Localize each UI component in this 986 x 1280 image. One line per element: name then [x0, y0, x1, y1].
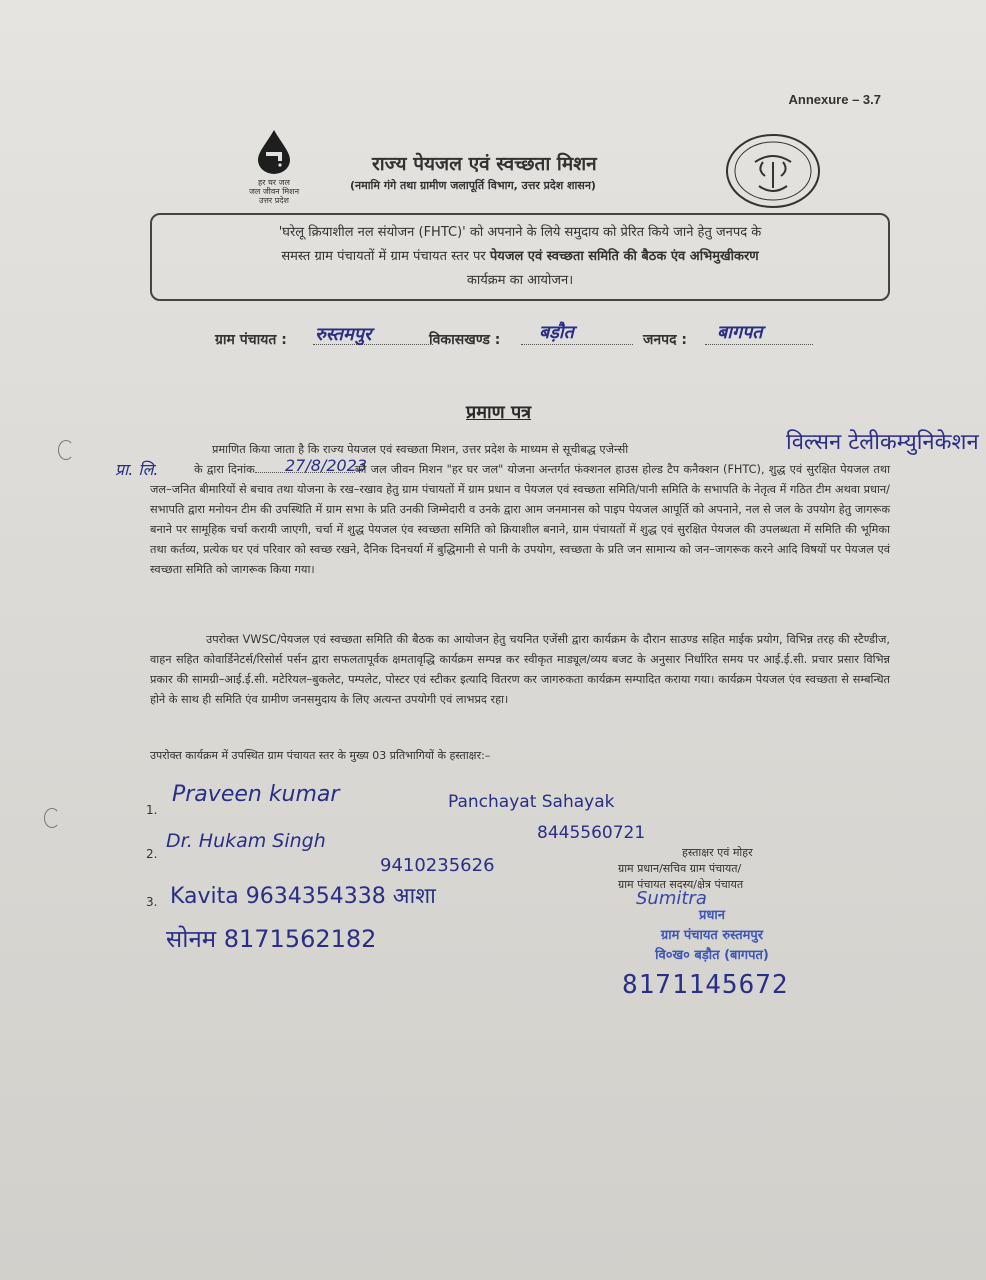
certificate-title: प्रमाण पत्र	[466, 402, 532, 423]
date-handwritten: 27/8/2023	[285, 456, 368, 475]
seal-caption: ग्राम पंचायत सदस्य/क्षेत्र पंचायत	[618, 878, 744, 891]
certificate-paragraph-2	[150, 630, 890, 710]
signatory-1-role: Panchayat Sahayak	[448, 792, 615, 812]
dotted-line	[705, 344, 813, 345]
signatory-number: 1.	[146, 803, 158, 817]
har-ghar-jal-logo	[238, 128, 310, 210]
para-text: को जल जीवन मिशन "हर घर जल" योजना अन्तर्गत फंक्शनल हाउस होल्ड टैप कनैक्शन (FHTC), शुद्ध एवं सुरक्षित पेयजल तथा जल–जनित बीमारियों से बचाव तथा योजना के रख–रखाव हेतु ग्राम पंचायतों में ग्राम प्रधान व पेयजल एवं स्वच्छता समिति/पानी समिति के सभापति के नेतृत्व में गठित टीम अथवा प्रधान/सभापति द्वारा मनोयन टीम की उपस्थिति में ग्राम सभा के प्रति उनकी जिम्मेदारी व उनके द्वारा आम जनमानस को पाइप पेयजल आपूर्ति को अपनाने, नल से जल के उपयोग हेतु जागरूक बनाने पर सामूहिक चर्चा करायी जाएगी, चर्चा में शुद्ध पेयजल एंव स्वच्छता समिति को क्रियाशील बनाने, ग्राम पंचायतों में शुद्ध एवं सुरक्षित पेयजल की उपलब्धता में समिति की भूमिका तथा कर्तव्य, प्रत्येक घर एवं परिवार को स्वच्छ रखने, दैनिक दिनचर्या में बुद्धिमानी से पानी के उपयोग, स्वच्छता के प्रति जन सामान्य को जन–जागरूक करने आदि विषयों पर पेयजल एवं स्वच्छता समिति को जागरूक किया गया।	[150, 463, 890, 576]
signatory-number: 3.	[146, 895, 158, 909]
notice-text: समस्त ग्राम पंचायतों में ग्राम पंचायत स्तर पर	[281, 249, 490, 264]
stamp-line: ग्राम पंचायत रुस्तमपुर	[660, 928, 764, 943]
page-title: राज्य पेयजल एवं स्वच्छता मिशन	[372, 153, 597, 175]
hole-punch-mark	[44, 808, 60, 828]
notice-bold-text: पेयजल एवं स्वच्छता समिति की बैठक एंव अभिमुखीकरण	[489, 249, 759, 264]
signatory-2-phone: 9410235626	[380, 855, 495, 876]
hole-punch-mark	[58, 440, 74, 460]
seal-caption: हस्ताक्षर एवं मोहर	[682, 846, 753, 859]
certificate-paragraph-1	[150, 440, 890, 580]
signatory-2-name: Dr. Hukam Singh	[166, 830, 326, 852]
logo-text: जल जीवन मिशन	[248, 187, 300, 196]
dotted-line	[521, 344, 633, 345]
signatory-1-phone: 8445560721	[537, 823, 646, 843]
signatory-4-entry: सोनम 8171562182	[166, 925, 377, 953]
logo-text: हर घर जल	[258, 178, 290, 187]
seal-caption: ग्राम प्रधान/सचिव ग्राम पंचायत/	[618, 862, 742, 875]
signatories-intro: उपरोक्त कार्यक्रम में उपस्थित ग्राम पंचायत स्तर के मुख्य 03 प्रतिभागियों के हस्ताक्षर:–	[150, 749, 491, 762]
pradhan-signature: Sumitra	[636, 888, 707, 909]
para-text: के द्वारा दिनांक	[194, 463, 255, 476]
block-value: बड़ौत	[539, 322, 574, 343]
agency-name-handwritten: विल्सन टेलीकम्युनिकेशन	[786, 430, 979, 455]
logo-text: उत्तर प्रदेश	[259, 196, 289, 205]
location-row	[215, 322, 855, 352]
district-label: जनपद :	[643, 332, 688, 348]
signatory-3-entry: Kavita 9634354338 आशा	[170, 884, 436, 909]
para-text: प्रमाणित किया जाता है कि राज्य पेयजल एवं स्वच्छता मिशन, उत्तर प्रदेश के माध्यम से सूचीबद्ध एजेन्सी	[212, 443, 629, 456]
district-value: बागपत	[717, 322, 763, 343]
water-drop-icon	[254, 128, 294, 174]
up-govt-emblem-icon	[725, 132, 821, 210]
page-subtitle: (नमामि गंगे तथा ग्रामीण जलापूर्ति विभाग, उत्तर प्रदेश शासन)	[350, 179, 596, 192]
signatory-1-name: Praveen kumar	[172, 782, 340, 807]
block-label: विकासखण्ड :	[429, 332, 501, 348]
annexure-label: Annexure – 3.7	[788, 92, 881, 107]
pradhan-stamp	[612, 888, 812, 966]
gram-panchayat-value: रुस्तमपुर	[315, 324, 372, 345]
gram-panchayat-label: ग्राम पंचायत :	[215, 332, 287, 348]
stamp-line: प्रधान	[699, 908, 725, 923]
signatory-number: 2.	[146, 847, 158, 861]
notice-line: कार्यक्रम का आयोजन।	[466, 273, 574, 288]
pradhan-seal-block	[618, 845, 753, 893]
pradhan-phone: 8171145672	[622, 970, 789, 1000]
notice-line	[164, 245, 876, 269]
notice-line: 'घरेलू क्रियाशील नल संयोजन (FHTC)' को अपनाने के लिये समुदाय को प्रेरित किये जाने हेतु जनपद के	[278, 225, 762, 240]
stamp-line: वि०ख० बड़ौत (बागपत)	[655, 948, 769, 963]
notice-box	[150, 213, 890, 301]
agency-suffix-handwritten: प्रा. लि.	[115, 460, 159, 479]
para-text: उपरोक्त VWSC/पेयजल एवं स्वच्छता समिति की बैठक का आयोजन हेतु चयनित एजेंसी द्वारा कार्यक्रम के दौरान साउण्ड सहित माईक प्रयोग, विभिन्न तरह की स्टैण्डीज, वाहन सहित कोवार्डिनेटर्स/रिसोर्स पर्सन द्वारा सफलतापूर्वक क्षमतावृद्धि कार्यक्रम सम्पन्न कर स्वीकृत माड्यूल/व्यय बजट के अनुसार निर्धारित समय पर आई.ई.सी. प्रचार प्रसार विभिन्न प्रकार की सामग्री–आई.ई.सी. मटेरियल–बुकलेट, पम्पलेट, पोस्टर एवं स्टीकर इत्यादि वितरण कर जागरुकता कार्यक्रम सम्पादित कराया गया। कार्यक्रम पेयजल एंव स्वच्छता से सम्बन्धित होने के साथ ही समिति एंव ग्रामीण जनसमुदाय के लिए अत्यन्त उपयोगी एवं लाभप्रद रहा।	[150, 633, 890, 706]
